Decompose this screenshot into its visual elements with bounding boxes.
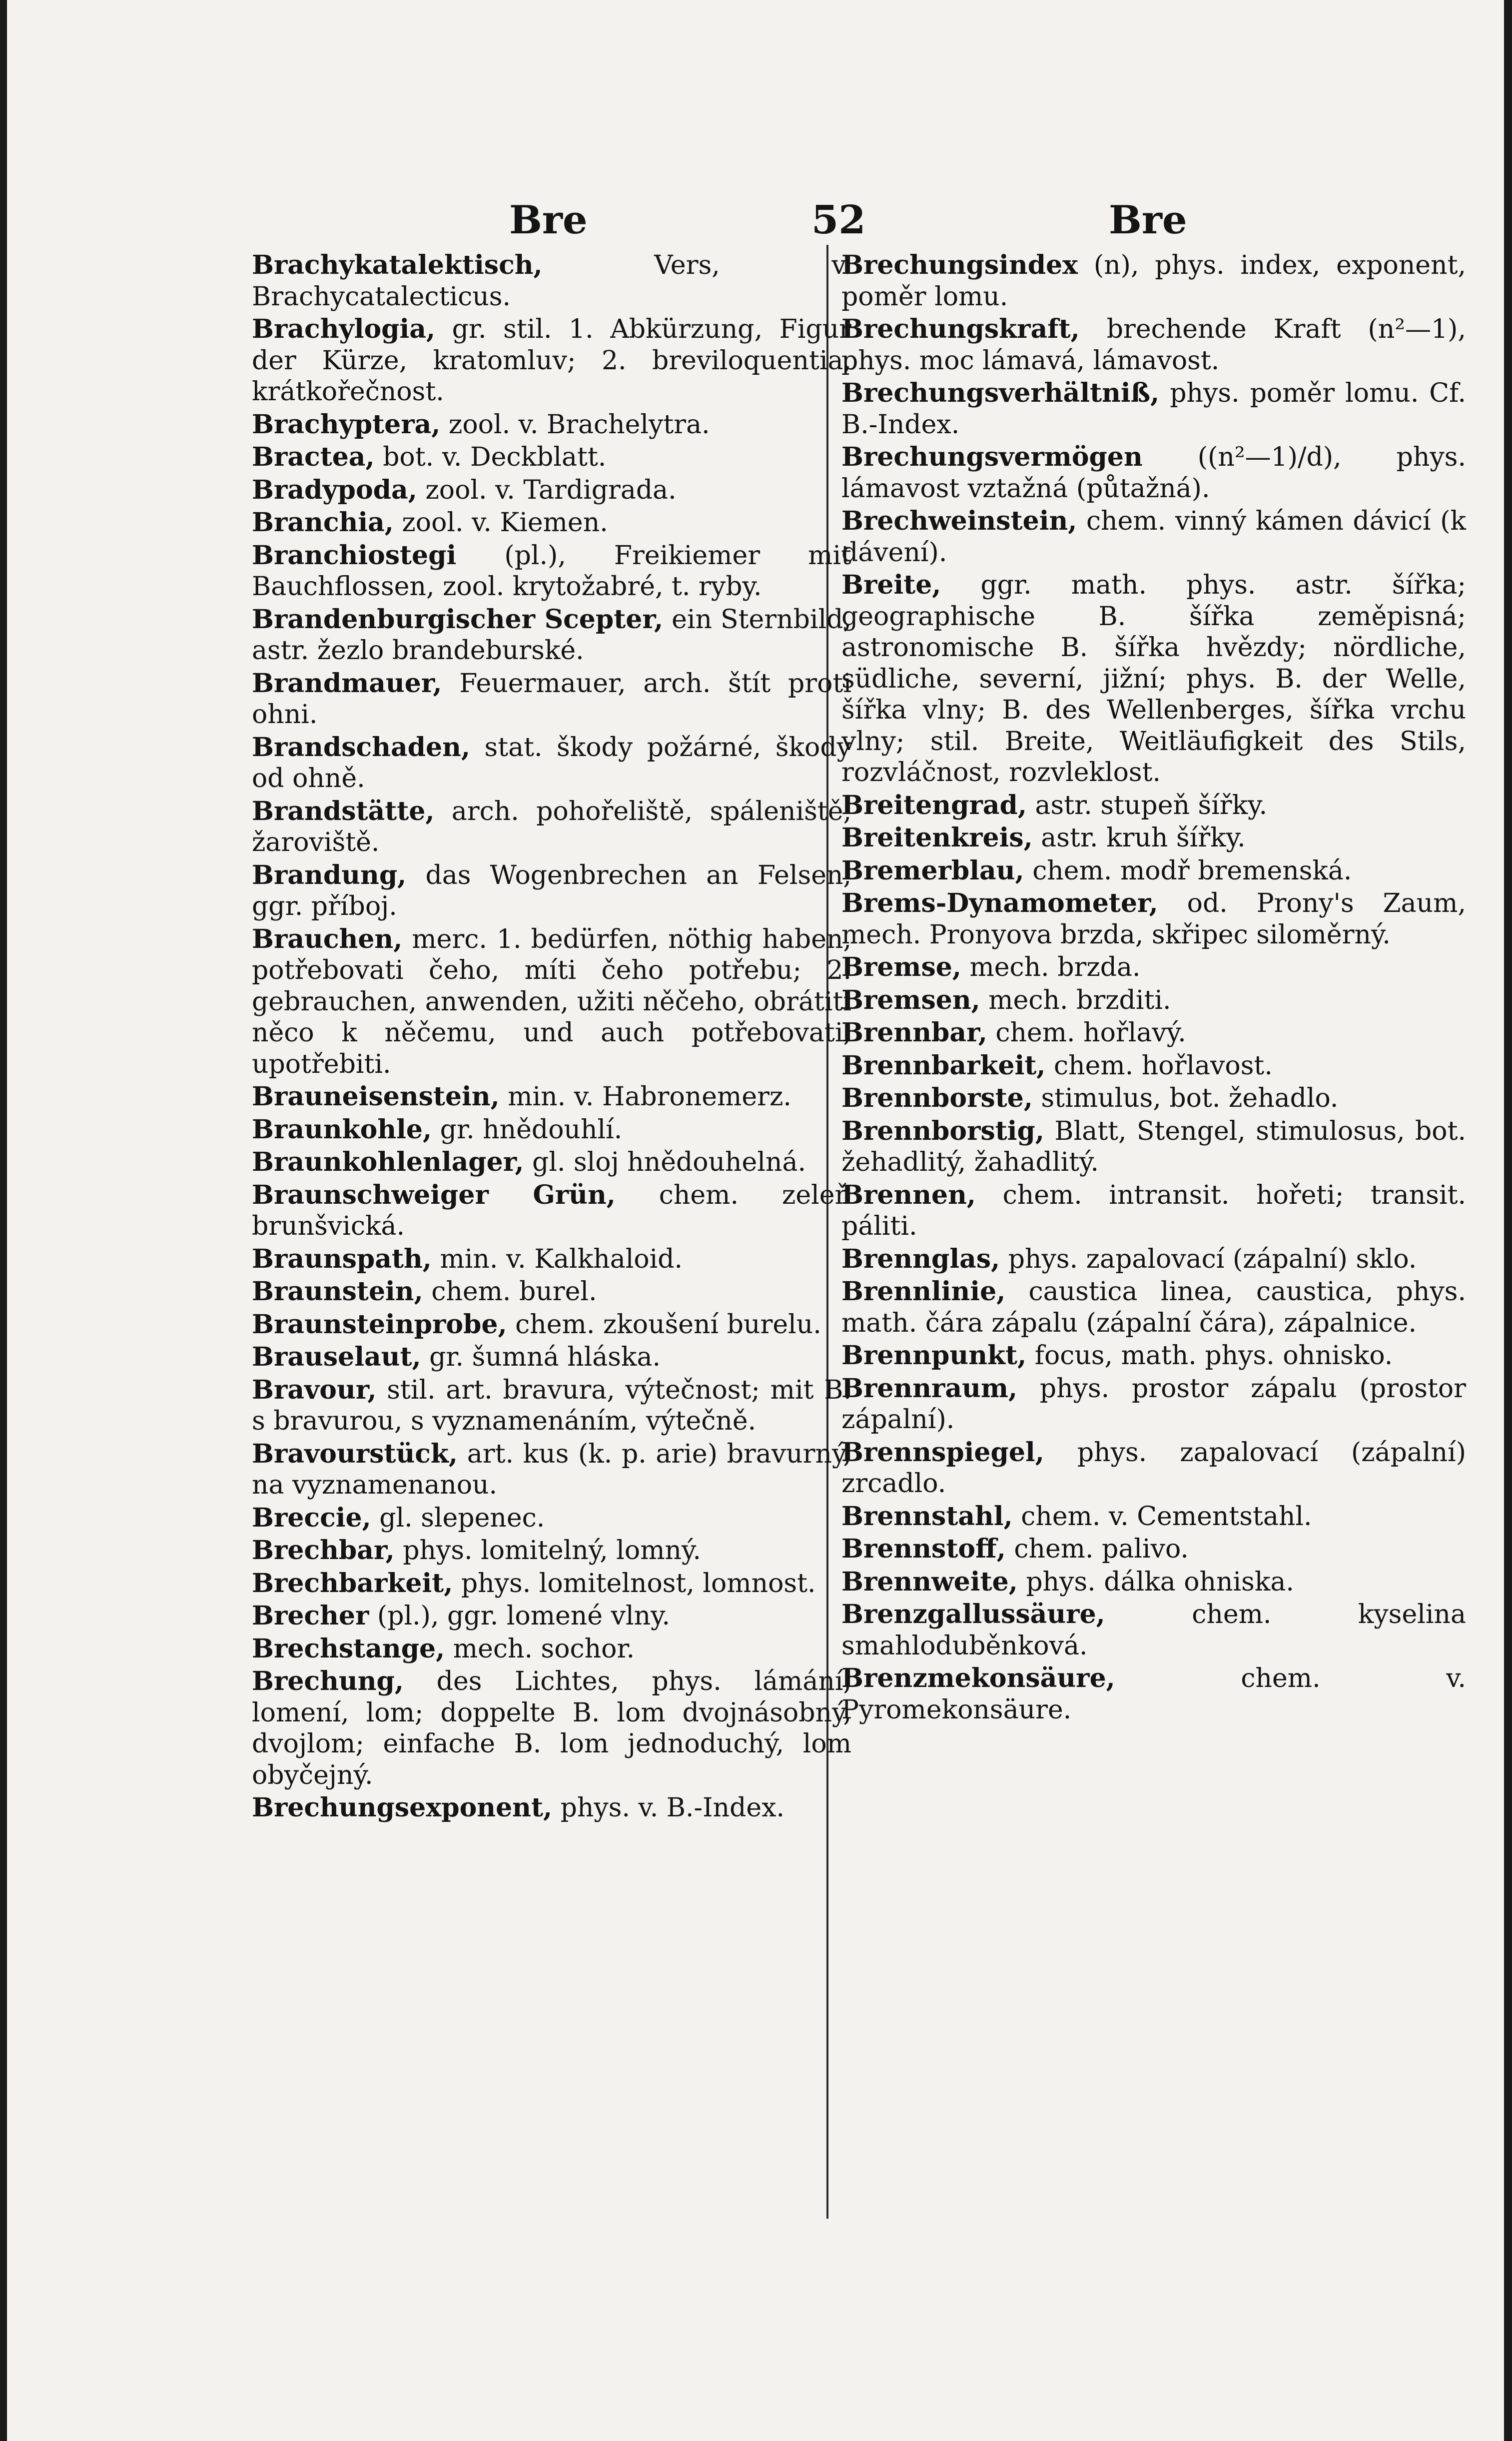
- dictionary-entry: [841, 790, 1466, 821]
- entry-headword: Brennborstig,: [841, 1115, 1044, 1146]
- entry-definition: (pl.), ggr. lomené vlny.: [377, 1601, 671, 1631]
- entry-definition: phys. zapalovací (zápalní) zrcadlo.: [841, 1437, 1467, 1499]
- dictionary-entry: [252, 1244, 851, 1275]
- entry-definition: phys. lomitelný, lomný.: [403, 1536, 702, 1566]
- dictionary-entry: [841, 1180, 1466, 1242]
- dictionary-entry: [841, 442, 1466, 504]
- entry-definition: min. v. Habronemerz.: [508, 1082, 791, 1112]
- entry-headword: Brennborste,: [841, 1083, 1033, 1113]
- entry-headword: Brachyptera,: [252, 409, 441, 440]
- left-column: [252, 250, 851, 1825]
- entry-headword: Brenzmekonsäure,: [841, 1663, 1115, 1693]
- dictionary-entry: [841, 985, 1466, 1016]
- dictionary-entry: [841, 1116, 1466, 1178]
- entry-headword: Brennpunkt,: [841, 1340, 1027, 1371]
- entry-definition: phys. poměr lomu. Cf. B.-Index.: [841, 378, 1467, 440]
- dictionary-entry: [841, 1567, 1466, 1598]
- dictionary-entry: [841, 378, 1466, 440]
- entry-definition: arch. pohořeliště, spáleniště, žaroviště.: [252, 796, 851, 857]
- dictionary-entry: [841, 1244, 1466, 1275]
- right-column: [841, 250, 1466, 1727]
- entry-definition: zool. v. Tardigrada.: [425, 475, 677, 505]
- dictionary-entry: [841, 1437, 1466, 1500]
- dictionary-entry: [252, 250, 851, 312]
- dictionary-entry: [252, 1114, 851, 1146]
- entry-headword: Brennstoff,: [841, 1534, 1006, 1564]
- dictionary-entry: [252, 1081, 851, 1113]
- left-guide-word: Bre: [509, 197, 588, 243]
- dictionary-entry: [841, 1501, 1466, 1533]
- dictionary-entry: [252, 1633, 851, 1665]
- entry-definition: zool. v. Kiemen.: [402, 508, 608, 538]
- entry-headword: Brechung,: [252, 1666, 404, 1696]
- entry-definition: ein Sternbild, astr. žezlo brandeburské.: [252, 604, 851, 666]
- entry-definition: min. v. Kalkhaloid.: [440, 1244, 683, 1274]
- dictionary-entry: [841, 506, 1466, 568]
- entry-definition: chem. palivo.: [1014, 1534, 1189, 1564]
- entry-definition: art. kus (k. p. arie) bravurný, na vyznamenanou.: [252, 1439, 851, 1500]
- entry-headword: Brandschaden,: [252, 732, 470, 763]
- entry-headword: Brennbar,: [841, 1017, 987, 1048]
- entry-headword: Brecher: [252, 1601, 369, 1631]
- entry-headword: Brennbarkeit,: [841, 1050, 1046, 1081]
- entry-headword: Bremsen,: [841, 984, 980, 1015]
- entry-definition: mech. brzditi.: [988, 985, 1171, 1015]
- dictionary-entry: [252, 1375, 851, 1437]
- dictionary-entry: [252, 1309, 851, 1341]
- entry-headword: Brandenburgischer Scepter,: [252, 604, 664, 635]
- entry-headword: Braunschweiger Grün,: [252, 1179, 616, 1210]
- entry-headword: Braunspath,: [252, 1243, 432, 1274]
- dictionary-entry: [841, 952, 1466, 983]
- entry-definition: ggr. math. phys. astr. šířka; geographische B. šířka zeměpisná; astronomische B. šířka hvězdy; nördliche, südliche, severní, jižní; phys. B. der Welle, šířka vlny; B. des Wellenberges, šířka vrchu vlny; stil. Breite, Weitläufigkeit des Stils, rozvláčnost, rozvleklost.: [841, 570, 1466, 788]
- dictionary-entry: [841, 822, 1466, 854]
- dictionary-entry: [841, 1534, 1466, 1565]
- entry-definition: focus, math. phys. ohnisko.: [1034, 1341, 1393, 1371]
- entry-definition: chem. hořlavý.: [995, 1018, 1186, 1048]
- right-guide-word: Bre: [1109, 197, 1187, 243]
- entry-headword: Brechungskraft,: [841, 314, 1080, 344]
- entry-headword: Brennlinie,: [841, 1276, 1006, 1307]
- dictionary-entry: [841, 1050, 1466, 1082]
- dictionary-entry: [841, 888, 1466, 950]
- entry-headword: Brennglas,: [841, 1243, 1000, 1274]
- dictionary-entry: [252, 314, 851, 408]
- entry-definition: gr. stil. 1. Abkürzung, Figur der Kürze, kratomluv; 2. breviloquentia, krátkořečnost.: [252, 314, 851, 407]
- entry-headword: Brennspiegel,: [841, 1437, 1044, 1468]
- entry-definition: chem. zkoušení burelu.: [515, 1309, 821, 1340]
- dictionary-entry: [841, 1340, 1466, 1372]
- entry-headword: Brechungsvermögen: [841, 442, 1143, 472]
- entry-definition: chem. intransit. hořeti; transit. páliti.: [841, 1180, 1467, 1241]
- entry-headword: Bractea,: [252, 442, 375, 472]
- dictionary-entry: [252, 1342, 851, 1373]
- entry-headword: Bravourstück,: [252, 1438, 458, 1469]
- entry-definition: od. Prony's Zaum, mech. Pronyova brzda, skřipec siloměrný.: [841, 888, 1466, 950]
- entry-headword: Braunsteinprobe,: [252, 1309, 507, 1340]
- dictionary-entry: [252, 604, 851, 667]
- entry-definition: zool. v. Brachelytra.: [448, 409, 710, 440]
- entry-definition: Blatt, Stengel, stimulosus, bot. žehadlitý, žahadlitý.: [841, 1116, 1467, 1177]
- entry-definition: phys. dálka ohniska.: [1026, 1567, 1294, 1597]
- entry-headword: Breccie,: [252, 1502, 371, 1533]
- entry-headword: Branchiostegi: [252, 540, 457, 571]
- entry-definition: phys. lomitelnost, lomnost.: [461, 1568, 816, 1599]
- page-header: [257, 197, 1446, 252]
- dictionary-entry: [841, 855, 1466, 887]
- entry-headword: Brauneisenstein,: [252, 1081, 500, 1112]
- entry-definition: chem. v. Cementstahl.: [1021, 1501, 1312, 1532]
- dictionary-entry: [252, 1535, 851, 1567]
- dictionary-entry: [252, 796, 851, 858]
- entry-definition: Feuermauer, arch. štít proti ohni.: [252, 668, 851, 730]
- entry-definition: phys. prostor zápalu (prostor zápalní).: [841, 1373, 1466, 1435]
- entry-headword: Brennraum,: [841, 1373, 1018, 1404]
- dictionary-entry: [252, 1568, 851, 1600]
- entry-headword: Brachykatalektisch,: [252, 250, 543, 280]
- entry-definition: bot. v. Deckblatt.: [383, 442, 607, 472]
- entry-definition: astr. kruh šířky.: [1041, 823, 1246, 853]
- dictionary-entry: [841, 314, 1466, 376]
- entry-definition: chem. vinný kámen dávicí (k dávení).: [841, 506, 1466, 568]
- entry-headword: Bremse,: [841, 952, 961, 982]
- entry-definition: chem. kyselina smahloduběnková.: [841, 1600, 1467, 1661]
- entry-headword: Brenzgallussäure,: [841, 1599, 1105, 1629]
- dictionary-entry: [841, 570, 1466, 789]
- entry-headword: Bravour,: [252, 1374, 377, 1405]
- dictionary-entry: [252, 1503, 851, 1534]
- entry-definition: caustica linea, caustica, phys. math. čára zápalu (zápalní čára), zápalnice.: [841, 1277, 1467, 1338]
- entry-headword: Brennen,: [841, 1179, 976, 1210]
- dictionary-page: [7, 0, 1504, 2441]
- dictionary-entry: [841, 1276, 1466, 1339]
- entry-headword: Brennstahl,: [841, 1501, 1013, 1532]
- dictionary-entry: [252, 1439, 851, 1501]
- dictionary-entry: [252, 1666, 851, 1791]
- entry-headword: Brauchen,: [252, 923, 403, 954]
- dictionary-entry: [841, 1017, 1466, 1049]
- entry-definition: phys. v. B.-Index.: [560, 1793, 785, 1823]
- entry-definition: stimulus, bot. žehadlo.: [1041, 1083, 1339, 1113]
- entry-definition: chem. hořlavost.: [1054, 1050, 1273, 1081]
- dictionary-entry: [252, 668, 851, 731]
- dictionary-entry: [841, 1373, 1466, 1436]
- entry-definition: gr. šumná hláska.: [429, 1342, 661, 1372]
- entry-definition: mech. sochor.: [453, 1633, 635, 1664]
- page-number: 52: [811, 197, 866, 243]
- dictionary-entry: [841, 1599, 1466, 1661]
- entry-headword: Brechstange,: [252, 1633, 445, 1664]
- dictionary-entry: [841, 1663, 1466, 1725]
- entry-headword: Brems-Dynamometer,: [841, 888, 1158, 918]
- entry-definition: chem. modř bremenská.: [1032, 855, 1352, 886]
- entry-headword: Brennweite,: [841, 1566, 1018, 1597]
- entry-headword: Breitenkreis,: [841, 822, 1033, 853]
- entry-headword: Branchia,: [252, 507, 394, 538]
- dictionary-entry: [252, 507, 851, 539]
- entry-definition: das Wogenbrechen an Felsen, ggr. příboj.: [252, 860, 851, 921]
- dictionary-entry: [252, 1147, 851, 1178]
- entry-definition: des Lichtes, phys. lámání, lomení, lom; doppelte B. lom dvojnásobný, dvojlom; einfache B. lom jednoduchý, lom obyčejný.: [252, 1666, 851, 1790]
- dictionary-entry: [252, 924, 851, 1080]
- entry-definition: mech. brzda.: [969, 952, 1141, 982]
- dictionary-entry: [252, 732, 851, 795]
- dictionary-entry: [841, 250, 1466, 312]
- entry-headword: Brechungsexponent,: [252, 1792, 553, 1823]
- dictionary-entry: [252, 1180, 851, 1242]
- dictionary-entry: [841, 1083, 1466, 1114]
- entry-headword: Brechbar,: [252, 1535, 395, 1566]
- dictionary-entry: [252, 540, 851, 603]
- entry-headword: Bradypoda,: [252, 474, 417, 505]
- entry-definition: brechende Kraft (n²—1), phys. moc lámavá, lámavost.: [841, 314, 1466, 376]
- entry-definition: astr. stupeň šířky.: [1035, 790, 1268, 820]
- entry-headword: Breite,: [841, 570, 941, 600]
- entry-definition: chem. zeleň brunšvická.: [252, 1180, 851, 1241]
- entry-definition: gl. slepenec.: [379, 1503, 545, 1533]
- entry-headword: Brandstätte,: [252, 796, 435, 826]
- entry-headword: Brandmauer,: [252, 668, 442, 699]
- entry-definition: gr. hnědouhlí.: [440, 1114, 623, 1145]
- entry-headword: Braunstein,: [252, 1276, 423, 1307]
- dictionary-entry: [252, 860, 851, 922]
- entry-headword: Braunkohle,: [252, 1114, 432, 1145]
- entry-headword: Breitengrad,: [841, 790, 1027, 820]
- dictionary-entry: [252, 475, 851, 506]
- entry-definition: stil. art. bravura, výtečnost; mit B. s bravurou, s vyznamenáním, výtečně.: [252, 1375, 852, 1436]
- entry-definition: stat. škody požárné, škody od ohně.: [252, 732, 852, 794]
- entry-definition: (pl.), Freikiemer mit Bauchflossen, zool. krytožabré, t. ryby.: [252, 540, 852, 602]
- dictionary-entry: [252, 1276, 851, 1308]
- entry-headword: Brechweinstein,: [841, 506, 1077, 536]
- entry-definition: merc. 1. bedürfen, nöthig haben, potřebovati čeho, míti čeho potřebu; 2. gebrauchen, anwenden, užiti něčeho, obrátiti něco k něčemu, und auch potřebovati, upotřebiti.: [252, 924, 851, 1079]
- entry-headword: Brechungsindex: [841, 250, 1078, 280]
- entry-headword: Brachylogia,: [252, 314, 436, 344]
- entry-definition: (n), phys. index, exponent, poměr lomu.: [841, 250, 1466, 312]
- entry-definition: chem. v. Pyromekonsäure.: [841, 1663, 1466, 1725]
- entry-definition: chem. burel.: [431, 1277, 597, 1307]
- entry-headword: Brauselaut,: [252, 1342, 421, 1372]
- dictionary-entry: [252, 442, 851, 473]
- entry-headword: Brechungsverhältniß,: [841, 378, 1160, 408]
- entry-headword: Bremerblau,: [841, 855, 1024, 886]
- dictionary-entry: [252, 1792, 851, 1824]
- entry-headword: Braunkohlenlager,: [252, 1147, 524, 1177]
- entry-definition: phys. zapalovací (zápalní) sklo.: [1008, 1244, 1417, 1274]
- dictionary-entry: [252, 1601, 851, 1632]
- entry-definition: Vers, v. Brachycatalecticus.: [252, 250, 852, 312]
- entry-headword: Brechbarkeit,: [252, 1568, 453, 1599]
- entry-headword: Brandung,: [252, 859, 407, 890]
- entry-definition: gl. sloj hnědouhelná.: [532, 1147, 806, 1177]
- entry-definition: ((n²—1)/d), phys. lámavost vztažná (půtažná).: [841, 442, 1466, 504]
- dictionary-entry: [252, 409, 851, 441]
